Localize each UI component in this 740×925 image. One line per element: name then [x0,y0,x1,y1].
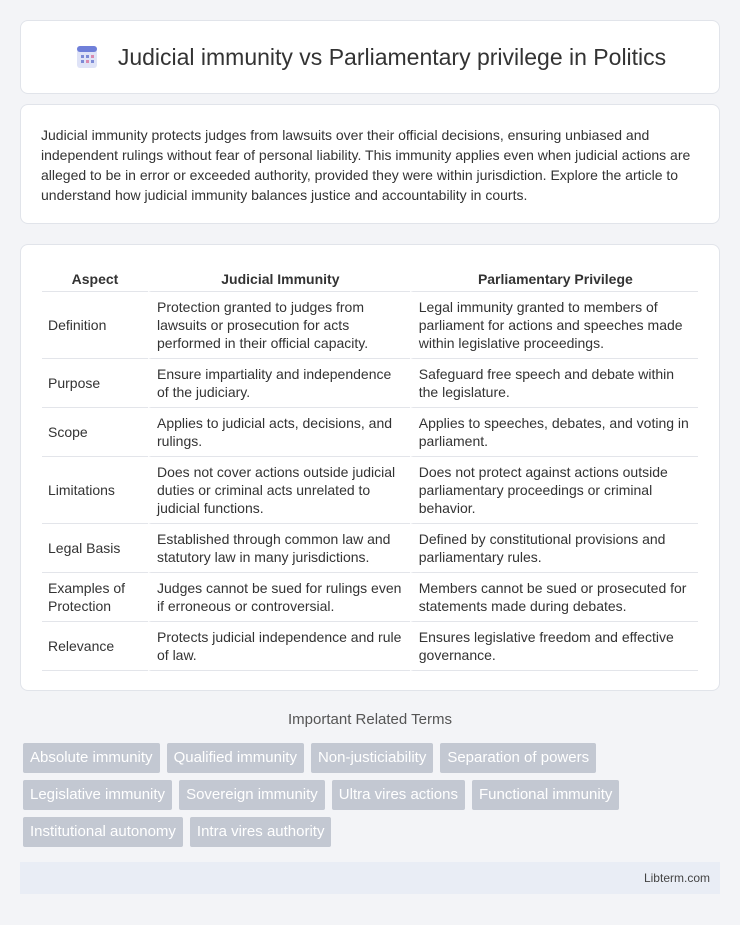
term-tag[interactable]: Ultra vires actions [332,780,465,810]
table-row [42,457,698,524]
row-aspect: Purpose [42,359,148,408]
row-judicial: Judges cannot be sued for rulings even if erroneous or controversial. [148,573,410,622]
document-icon [74,44,100,70]
table-row [42,408,698,457]
related-terms-heading: Important Related Terms [288,711,452,728]
comparison-card [20,244,720,691]
term-tag[interactable]: Absolute immunity [23,743,160,773]
row-aspect: Legal Basis [42,524,148,573]
term-tag[interactable]: Non-justiciability [311,743,433,773]
intro-text: Judicial immunity protects judges from lawsuits over their official decisions, ensuring unbiased and independent rulings without fear of personal liability. This immunity applies even when judicial actions are alleged to be in error or exceeded authority, provided they were within jurisdiction. Explore the article to understand how judicial immunity balances justice and accountability in courts. [41,127,691,203]
term-tag[interactable]: Functional immunity [472,780,619,810]
table-row [42,622,698,671]
row-judicial: Established through common law and statutory law in many jurisdictions. [148,524,410,573]
header-card [20,20,720,94]
footer [20,862,720,894]
row-judicial: Ensure impartiality and independence of the judiciary. [148,359,410,408]
table-row [42,292,698,359]
term-tag[interactable]: Sovereign immunity [179,780,325,810]
term-tag[interactable]: Legislative immunity [23,780,172,810]
row-parliamentary: Members cannot be sued or prosecuted for statements made during debates. [410,573,698,622]
row-aspect: Limitations [42,457,148,524]
page-title: Judicial immunity vs Parliamentary privilege in Politics [117,43,667,70]
term-tag[interactable]: Intra vires authority [190,817,332,847]
row-parliamentary: Defined by constitutional provisions and parliamentary rules. [410,524,698,573]
term-tag[interactable]: Institutional autonomy [23,817,183,847]
term-tag[interactable]: Qualified immunity [167,743,304,773]
row-aspect: Scope [42,408,148,457]
row-judicial: Protects judicial independence and rule of law. [148,622,410,671]
term-tag[interactable]: Separation of powers [440,743,596,773]
row-parliamentary: Ensures legislative freedom and effective governance. [410,622,698,671]
row-parliamentary: Safeguard free speech and debate within the legislature. [410,359,698,408]
intro-card [20,104,720,224]
table-row [42,524,698,573]
row-aspect: Examples of Protection [42,573,148,622]
comparison-table [42,265,698,671]
header-parliamentary: Parliamentary Privilege [410,265,698,292]
footer-site-link[interactable]: Libterm.com [643,871,710,885]
table-row [42,359,698,408]
row-aspect: Definition [42,292,148,359]
row-aspect: Relevance [42,622,148,671]
row-parliamentary: Applies to speeches, debates, and voting in parliament. [410,408,698,457]
row-judicial: Protection granted to judges from lawsuits or prosecution for acts performed in their official capacity. [148,292,410,359]
row-parliamentary: Legal immunity granted to members of parliament for actions and speeches made within legislative proceedings. [410,292,698,359]
table-header-row [42,265,698,292]
row-judicial: Does not cover actions outside judicial duties or criminal acts unrelated to judicial functions. [148,457,410,524]
header-aspect: Aspect [42,265,148,292]
row-parliamentary: Does not protect against actions outside parliamentary proceedings or criminal behavior. [410,457,698,524]
header-judicial: Judicial Immunity [148,265,410,292]
row-judicial: Applies to judicial acts, decisions, and rulings. [148,408,410,457]
related-terms-list [23,743,723,847]
table-row [42,573,698,622]
